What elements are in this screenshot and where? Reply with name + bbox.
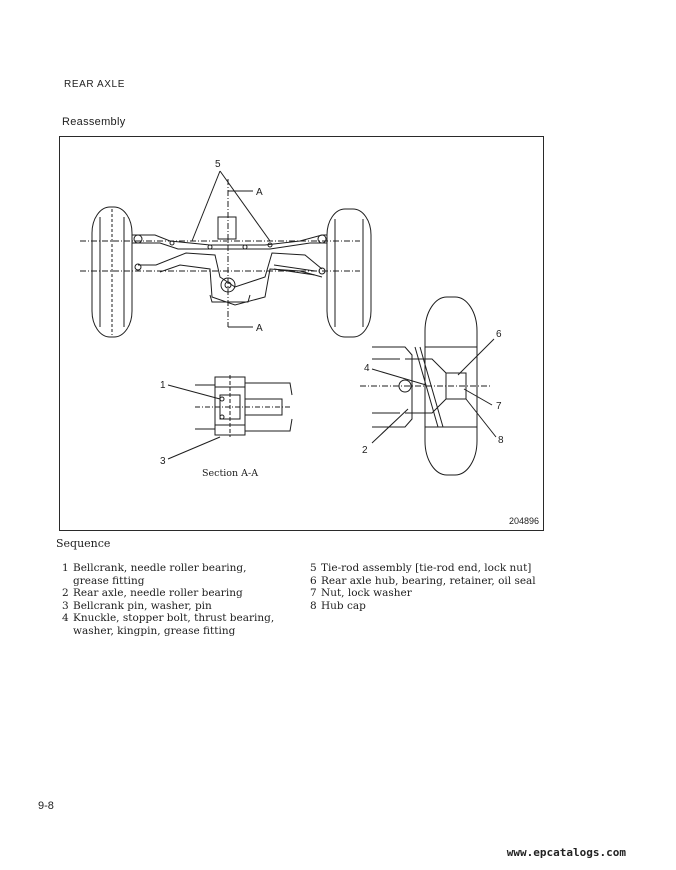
section-aa-caption: Section A-A xyxy=(202,468,259,479)
leader-line-2 xyxy=(372,409,408,443)
item-number: 8 xyxy=(310,599,317,612)
item-text: Nut, lock washer xyxy=(321,587,412,600)
axle-drawing-svg xyxy=(60,137,543,530)
item-text: Rear axle hub, bearing, retainer, oil seal xyxy=(321,574,536,587)
leader-line-7 xyxy=(464,389,492,405)
leader-line-4 xyxy=(372,369,426,385)
callout-8: 8 xyxy=(498,435,504,446)
item-text: Knuckle, stopper bolt, thrust bearing, washer, kingpin, grease fitting xyxy=(73,612,275,637)
list-item xyxy=(310,575,570,588)
page-number: 9-8 xyxy=(38,800,54,812)
sequence-title: Sequence xyxy=(56,537,111,550)
left-wheel-drawing xyxy=(92,207,132,337)
item-number: 4 xyxy=(62,612,69,625)
leader-lines-5 xyxy=(192,171,270,241)
subsection-heading: Reassembly xyxy=(62,116,126,128)
item-number: 7 xyxy=(310,587,317,600)
item-text: Hub cap xyxy=(321,599,366,612)
callout-5: 5 xyxy=(215,159,221,170)
callout-2: 2 xyxy=(362,445,368,456)
technical-drawing xyxy=(59,136,544,531)
item-number: 1 xyxy=(62,562,69,574)
callout-6: 6 xyxy=(496,329,502,340)
sequence-list-left xyxy=(62,562,302,638)
section-heading: REAR AXLE xyxy=(64,79,125,90)
item-text: Bellcrank pin, washer, pin xyxy=(73,599,212,612)
list-item xyxy=(62,600,302,613)
item-number: 5 xyxy=(310,562,317,574)
section-aa-drawing xyxy=(195,375,292,437)
sequence-list-right xyxy=(310,562,570,612)
item-number: 2 xyxy=(62,587,69,600)
leader-line-6 xyxy=(458,339,494,375)
list-item xyxy=(310,600,570,613)
list-item xyxy=(310,587,570,600)
list-item xyxy=(62,562,302,587)
item-text: Bellcrank, needle roller bearing, grease fitting xyxy=(73,562,247,587)
callout-1: 1 xyxy=(160,380,166,391)
figure-number: 204896 xyxy=(508,516,539,526)
item-number: 3 xyxy=(62,599,69,612)
item-number: 6 xyxy=(310,574,317,587)
item-text: Rear axle, needle roller bearing xyxy=(73,587,243,600)
axle-beam-drawing xyxy=(132,217,327,305)
list-item xyxy=(62,587,302,600)
watermark: www.epcatalogs.com xyxy=(506,846,626,859)
right-wheel-drawing xyxy=(327,209,371,337)
section-lines xyxy=(80,179,360,327)
list-item xyxy=(310,562,570,575)
callout-3: 3 xyxy=(160,456,166,467)
list-item xyxy=(62,612,302,637)
callout-a-bottom: A xyxy=(256,323,263,334)
leader-line-1 xyxy=(168,385,220,399)
leader-line-3 xyxy=(168,437,220,459)
callout-7: 7 xyxy=(496,401,502,412)
callout-4: 4 xyxy=(364,363,370,374)
hub-section-drawing xyxy=(360,297,490,475)
item-text: Tie-rod assembly [tie-rod end, lock nut] xyxy=(321,562,532,574)
callout-a-top: A xyxy=(256,187,263,198)
